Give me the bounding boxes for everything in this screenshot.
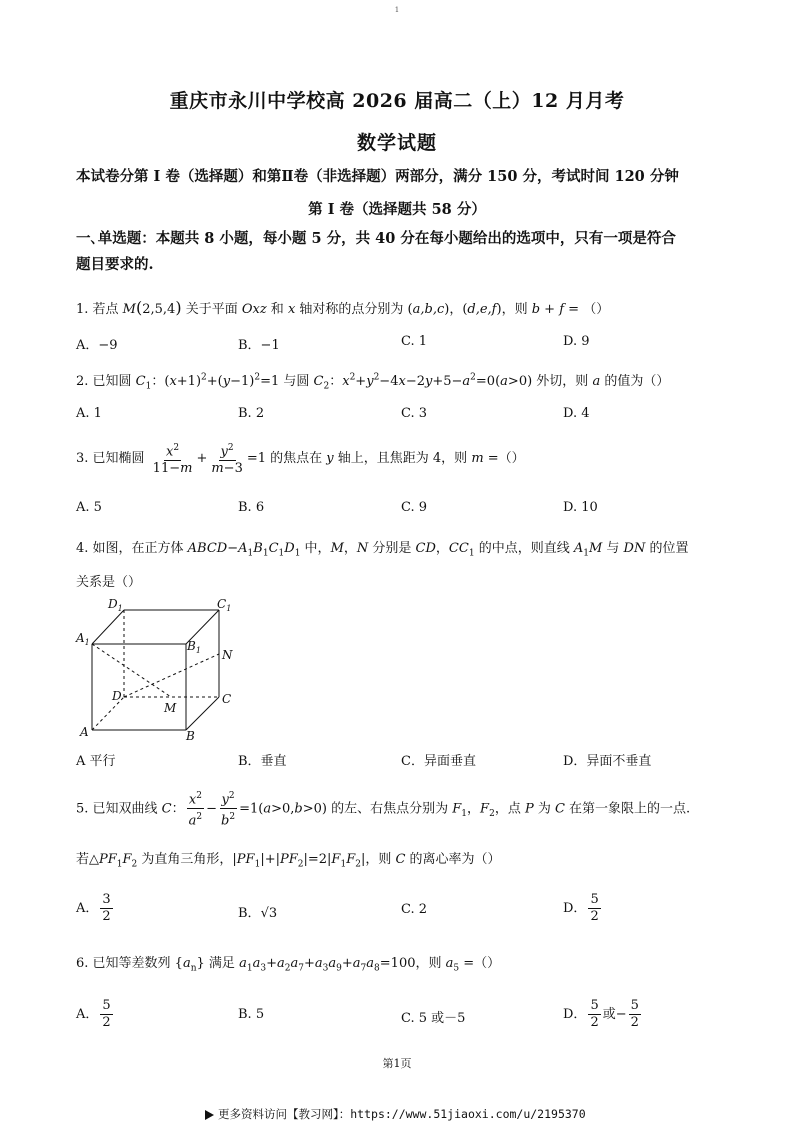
question-3: 3. 已知椭圆 $\frac{x^2}{11-m}$ + $\frac{y^2}{m-3}$ =1 的焦点在 y 轴上，且焦距为 4，则 m =（） — [76, 440, 525, 477]
cube-label-a1: $A_1$ — [76, 631, 90, 647]
question-4: 4. 如图，在正方体 $ABCD-A_1B_1C_1D_1$ 中，M，N 分别是 CD，$CC_1$ 的中点，则直线 $A_1M$ 与 DN 的位置 — [76, 541, 689, 559]
q6-option-a: A． $\frac{5}{2}$ — [76, 998, 111, 1030]
q4-option-b: B．垂直 — [238, 754, 287, 769]
cube-label-c1: $C_1$ — [217, 597, 232, 613]
line-a1m — [92, 644, 171, 697]
q5-option-b: B．√3 — [238, 906, 278, 921]
cube-label-n: N — [222, 648, 233, 662]
question-1: 1. 若点 M(2,5,4) 关于平面 Oxz 和 x 轴对称的点分别为 (a,b,c)，(d,e,f)，则 b + f = （） — [76, 298, 610, 317]
cube-label-b1: $B_1$ — [187, 639, 201, 655]
cube-label-m: M — [164, 701, 177, 715]
cube-label-b: B — [186, 729, 195, 742]
q1-option-a: A．−9 — [76, 338, 118, 353]
edge-bc — [186, 697, 219, 730]
q4-option-c: C．异面垂直 — [401, 754, 476, 769]
q3-option-c: C. 9 — [401, 500, 428, 515]
flag-icon — [205, 1110, 214, 1120]
section-heading-line1: 一､单选题：本题共 8 小题，每小题 5 分，共 40 分在每小题给出的选项中，只有一项是符合 — [76, 230, 676, 247]
cube-label-d: D — [112, 689, 122, 703]
q5-option-a: A． $\frac{3}{2}$ — [76, 892, 111, 924]
question-5-cont: 若$\triangle PF_1F_2$ 为直角三角形，$|PF_1|+|PF_2|=2|F_1F_2|$，则 C 的离心率为（） — [76, 852, 501, 870]
question-2: 2. 已知圆 $C_1$：$(x+1)^2+(y-1)^2=1$ 与圆 $C_2$：$x^2+y^2-4x-2y+5-a^2=0(a>0)$ 外切，则 a 的值为（） — [76, 372, 670, 392]
q4-option-a: A 平行 — [76, 754, 116, 769]
cube-figure — [74, 592, 244, 742]
q1-option-b: B．−1 — [238, 338, 280, 353]
footer-link-text[interactable]: 更多资料访问【教习网】：https://www.51jiaoxi.com/u/2195370 — [218, 1107, 586, 1121]
exam-subtitle: 数学试题 — [356, 132, 437, 154]
section-heading-line2: 题目要求的. — [76, 256, 154, 273]
question-5: 5. 已知双曲线 C： $\frac{x^2}{a^2}$ − $\frac{y^2}{b^2}$ =1(a>0,b>0) 的左、右焦点分别为 $F_1$，$F_2$，点 P 为 C 在第一象限上的一点. — [76, 788, 690, 830]
q6-option-d: D． $\frac{5}{2}$ 或− $\frac{5}{2}$ — [563, 998, 639, 1030]
q1-option-d: D. 9 — [563, 334, 590, 349]
exam-info: 本试卷分第 I 卷（选择题）和第Ⅱ卷（非选择题）两部分，满分 150 分，考试时间 120 分钟 — [76, 168, 679, 185]
edge-a1d1 — [92, 610, 124, 644]
q1-option-c: C. 1 — [401, 334, 428, 349]
q3-option-d: D. 10 — [563, 500, 598, 515]
cube-label-c: C — [222, 692, 232, 706]
page-number: 第1页 — [382, 1057, 412, 1070]
page-mark: 1 — [394, 6, 400, 14]
q4-option-d: D．异面不垂直 — [563, 754, 652, 769]
question-4-cont: 关系是（） — [76, 575, 142, 590]
q5-option-c: C. 2 — [401, 902, 428, 917]
q5-option-d: D． $\frac{5}{2}$ — [563, 892, 599, 924]
volume-title: 第 I 卷（选择题共 58 分） — [308, 201, 486, 218]
cube-label-d1: $D_1$ — [108, 597, 123, 613]
q2-option-d: D. 4 — [563, 406, 590, 421]
q2-option-c: C. 3 — [401, 406, 428, 421]
section-heading — [76, 226, 722, 278]
question-6: 6. 已知等差数列 $\{a_n\}$ 满足 $a_1a_3+a_2a_7+a_3a_9+a_7a_8=100$，则 $a_5$ =（） — [76, 956, 501, 974]
q6-option-c: C. 5 或－5 — [401, 1011, 466, 1026]
q3-option-b: B. 6 — [238, 500, 265, 515]
cube-label-a: A — [80, 725, 89, 739]
q6-option-b: B. 5 — [238, 1007, 265, 1022]
q2-option-b: B. 2 — [238, 406, 265, 421]
exam-title: 重庆市永川中学校高 2026 届高二（上）12 月月考 — [169, 90, 625, 112]
footer-link[interactable] — [205, 1106, 586, 1122]
q3-option-a: A. 5 — [76, 500, 102, 515]
q2-option-a: A. 1 — [76, 406, 102, 421]
